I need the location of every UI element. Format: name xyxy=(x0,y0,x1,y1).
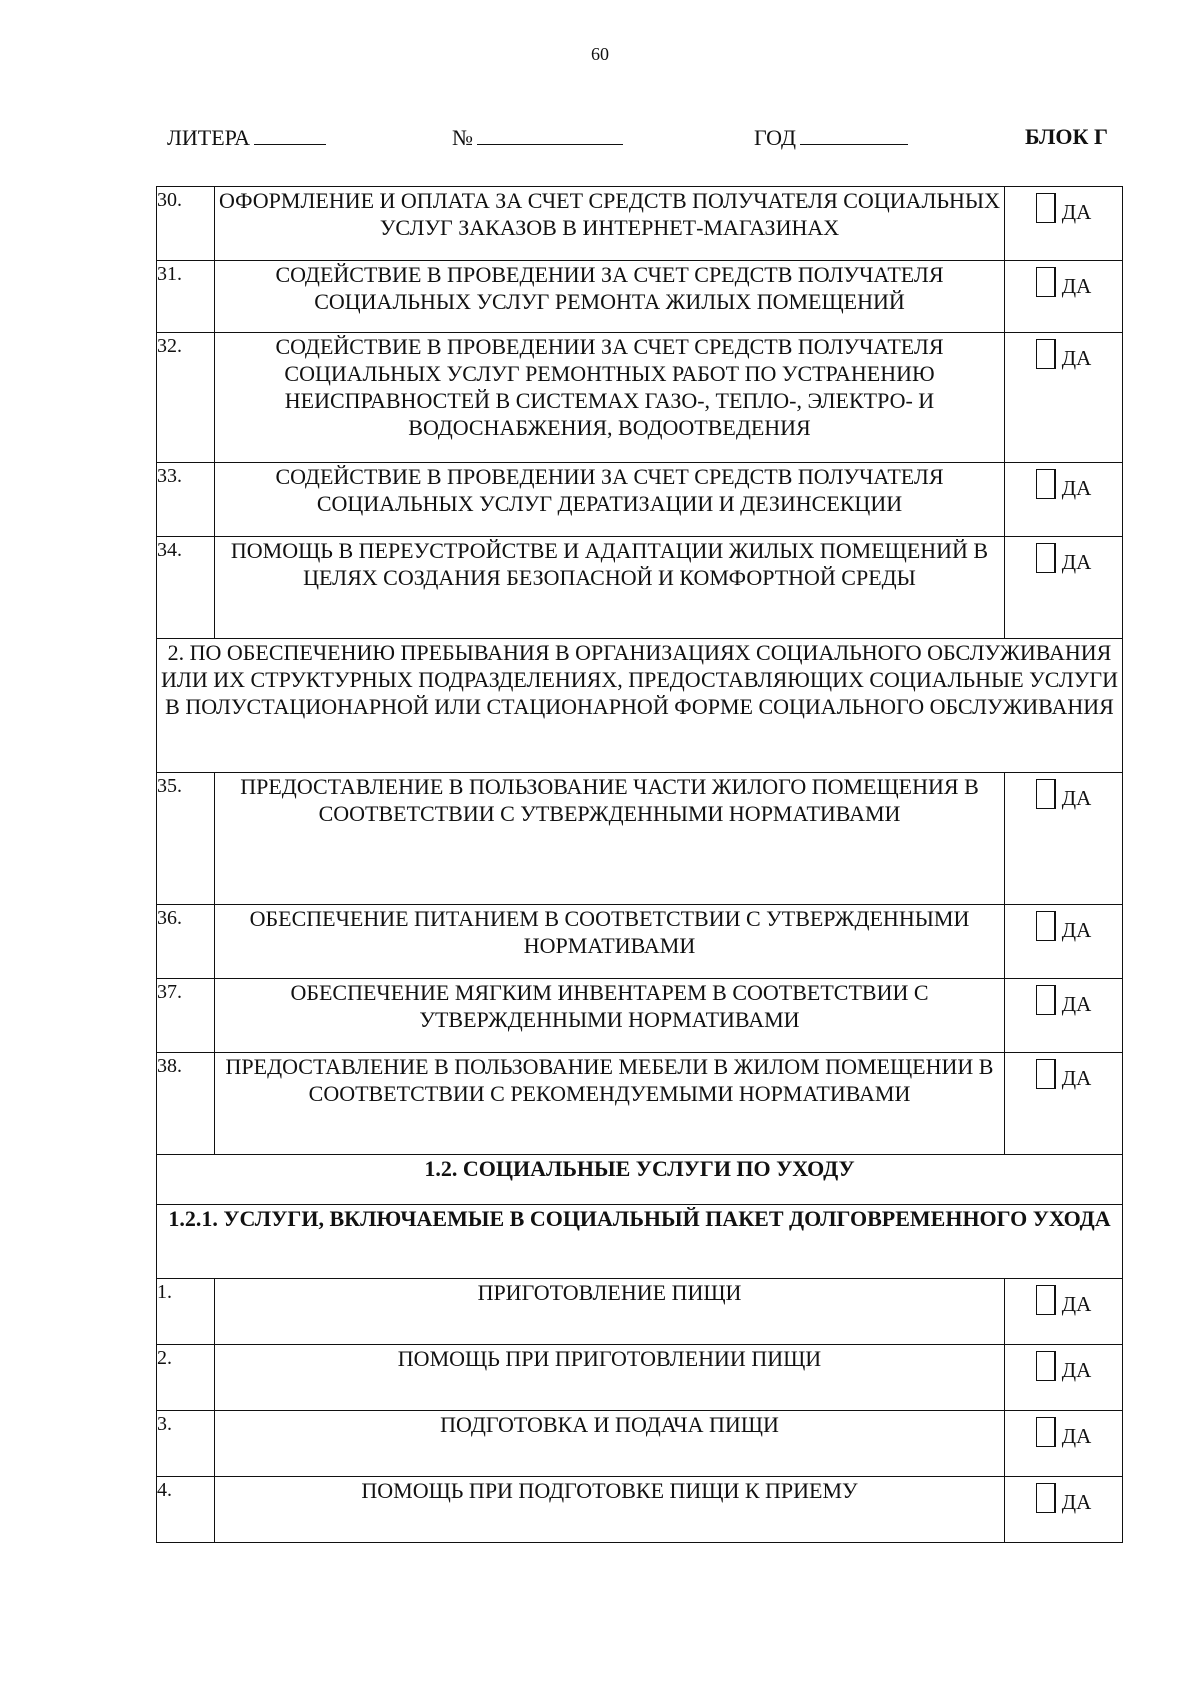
yes-label: ДА xyxy=(1061,1490,1092,1514)
row-number: 34. xyxy=(157,537,215,639)
yes-option xyxy=(1005,1345,1122,1381)
yes-label: ДА xyxy=(1061,992,1092,1016)
section-heading-row xyxy=(157,1205,1123,1279)
section-heading: 1.2.1. УСЛУГИ, ВКЛЮЧАЕМЫЕ В СОЦИАЛЬНЫЙ ПАКЕТ ДОЛГОВРЕМЕННОГО УХОДА xyxy=(157,1205,1123,1279)
yes-label: ДА xyxy=(1061,346,1092,370)
section-heading: 1.2. СОЦИАЛЬНЫЕ УСЛУГИ ПО УХОДУ xyxy=(157,1155,1123,1205)
row-number: 1. xyxy=(157,1279,215,1345)
service-description: ПОМОЩЬ ПРИ ПОДГОТОВКЕ ПИЩИ К ПРИЕМУ xyxy=(215,1477,1005,1543)
checkbox-cell xyxy=(1005,773,1123,905)
section-heading-row xyxy=(157,639,1123,773)
service-description: ПОМОЩЬ В ПЕРЕУСТРОЙСТВЕ И АДАПТАЦИИ ЖИЛЫХ ПОМЕЩЕНИЙ В ЦЕЛЯХ СОЗДАНИЯ БЕЗОПАСНОЙ И КОМФОРТНОЙ СРЕДЫ xyxy=(215,537,1005,639)
yes-checkbox[interactable] xyxy=(1036,911,1056,941)
year-blank[interactable] xyxy=(800,124,908,145)
yes-label: ДА xyxy=(1061,274,1092,298)
yes-label: ДА xyxy=(1061,1066,1092,1090)
year-field xyxy=(754,124,908,151)
yes-checkbox[interactable] xyxy=(1036,469,1056,499)
service-description: ПРЕДОСТАВЛЕНИЕ В ПОЛЬЗОВАНИЕ ЧАСТИ ЖИЛОГО ПОМЕЩЕНИЯ В СООТВЕТСТВИИ С УТВЕРЖДЕННЫМИ НОРМАТИВАМИ xyxy=(215,773,1005,905)
litera-field xyxy=(167,124,326,151)
row-number: 37. xyxy=(157,979,215,1053)
yes-checkbox[interactable] xyxy=(1036,985,1056,1015)
yes-option xyxy=(1005,1477,1122,1513)
service-description: ПРИГОТОВЛЕНИЕ ПИЩИ xyxy=(215,1279,1005,1345)
service-description: ПРЕДОСТАВЛЕНИЕ В ПОЛЬЗОВАНИЕ МЕБЕЛИ В ЖИЛОМ ПОМЕЩЕНИИ В СООТВЕТСТВИИ С РЕКОМЕНДУЕМЫМИ НОРМАТИВАМИ xyxy=(215,1053,1005,1155)
yes-checkbox[interactable] xyxy=(1036,543,1056,573)
checkbox-cell xyxy=(1005,261,1123,333)
yes-checkbox[interactable] xyxy=(1036,1483,1056,1513)
yes-checkbox[interactable] xyxy=(1036,1059,1056,1089)
section-heading-row xyxy=(157,1155,1123,1205)
yes-option xyxy=(1005,905,1122,941)
yes-checkbox[interactable] xyxy=(1036,1351,1056,1381)
service-row xyxy=(157,1411,1123,1477)
yes-option xyxy=(1005,1279,1122,1315)
row-number: 33. xyxy=(157,463,215,537)
yes-option xyxy=(1005,187,1122,223)
yes-option xyxy=(1005,261,1122,297)
yes-label: ДА xyxy=(1061,1292,1092,1316)
yes-checkbox[interactable] xyxy=(1036,1285,1056,1315)
number-field xyxy=(452,124,623,151)
service-row xyxy=(157,1345,1123,1411)
yes-label: ДА xyxy=(1061,550,1092,574)
service-row xyxy=(157,261,1123,333)
service-row xyxy=(157,905,1123,979)
service-description: ПОДГОТОВКА И ПОДАЧА ПИЩИ xyxy=(215,1411,1005,1477)
service-description: ПОМОЩЬ ПРИ ПРИГОТОВЛЕНИИ ПИЩИ xyxy=(215,1345,1005,1411)
form-header xyxy=(0,124,1200,154)
service-description: СОДЕЙСТВИЕ В ПРОВЕДЕНИИ ЗА СЧЕТ СРЕДСТВ ПОЛУЧАТЕЛЯ СОЦИАЛЬНЫХ УСЛУГ РЕМОНТА ЖИЛЫХ ПОМЕЩЕНИЙ xyxy=(215,261,1005,333)
service-description: ОБЕСПЕЧЕНИЕ ПИТАНИЕМ В СООТВЕТСТВИИ С УТВЕРЖДЕННЫМИ НОРМАТИВАМИ xyxy=(215,905,1005,979)
yes-label: ДА xyxy=(1061,200,1092,224)
service-description: ОФОРМЛЕНИЕ И ОПЛАТА ЗА СЧЕТ СРЕДСТВ ПОЛУЧАТЕЛЯ СОЦИАЛЬНЫХ УСЛУГ ЗАКАЗОВ В ИНТЕРНЕТ-МАГАЗИНАХ xyxy=(215,187,1005,261)
checkbox-cell xyxy=(1005,979,1123,1053)
service-description: СОДЕЙСТВИЕ В ПРОВЕДЕНИИ ЗА СЧЕТ СРЕДСТВ ПОЛУЧАТЕЛЯ СОЦИАЛЬНЫХ УСЛУГ ДЕРАТИЗАЦИИ И ДЕЗИНСЕКЦИИ xyxy=(215,463,1005,537)
checkbox-cell xyxy=(1005,537,1123,639)
yes-option xyxy=(1005,463,1122,499)
checkbox-cell xyxy=(1005,905,1123,979)
checkbox-cell xyxy=(1005,1279,1123,1345)
yes-label: ДА xyxy=(1061,918,1092,942)
row-number: 31. xyxy=(157,261,215,333)
service-row xyxy=(157,1053,1123,1155)
number-blank[interactable] xyxy=(477,124,623,145)
row-number: 3. xyxy=(157,1411,215,1477)
section-heading: 2. ПО ОБЕСПЕЧЕНИЮ ПРЕБЫВАНИЯ В ОРГАНИЗАЦИЯХ СОЦИАЛЬНОГО ОБСЛУЖИВАНИЯ ИЛИ ИХ СТРУКТУРНЫХ ПОДРАЗДЕЛЕНИЯХ, ПРЕДОСТАВЛЯЮЩИХ СОЦИАЛЬНЫЕ УСЛУГИ В ПОЛУСТАЦИОНАРНОЙ ИЛИ СТАЦИОНАРНОЙ ФОРМЕ СОЦИАЛЬНОГО ОБСЛУЖИВАНИЯ xyxy=(157,639,1123,773)
block-label: БЛОК Г xyxy=(1025,124,1108,149)
row-number: 38. xyxy=(157,1053,215,1155)
yes-option xyxy=(1005,537,1122,573)
checkbox-cell xyxy=(1005,1411,1123,1477)
checkbox-cell xyxy=(1005,187,1123,261)
service-row xyxy=(157,463,1123,537)
page-number: 60 xyxy=(591,44,609,64)
yes-checkbox[interactable] xyxy=(1036,267,1056,297)
service-row xyxy=(157,187,1123,261)
service-row xyxy=(157,773,1123,905)
checkbox-cell xyxy=(1005,1477,1123,1543)
checkbox-cell xyxy=(1005,1345,1123,1411)
checkbox-cell xyxy=(1005,463,1123,537)
yes-option xyxy=(1005,979,1122,1015)
service-description: СОДЕЙСТВИЕ В ПРОВЕДЕНИИ ЗА СЧЕТ СРЕДСТВ ПОЛУЧАТЕЛЯ СОЦИАЛЬНЫХ УСЛУГ РЕМОНТНЫХ РАБОТ ПО УСТРАНЕНИЮ НЕИСПРАВНОСТЕЙ В СИСТЕМАХ ГАЗО-, ТЕПЛО-, ЭЛЕКТРО- И ВОДОСНАБЖЕНИЯ, ВОДООТВЕДЕНИЯ xyxy=(215,333,1005,463)
row-number: 4. xyxy=(157,1477,215,1543)
row-number: 35. xyxy=(157,773,215,905)
row-number: 2. xyxy=(157,1345,215,1411)
yes-option xyxy=(1005,1053,1122,1089)
yes-label: ДА xyxy=(1061,476,1092,500)
number-label: № xyxy=(452,125,473,150)
service-row xyxy=(157,537,1123,639)
year-label: ГОД xyxy=(754,125,796,150)
yes-label: ДА xyxy=(1061,786,1092,810)
checkbox-cell xyxy=(1005,1053,1123,1155)
yes-label: ДА xyxy=(1061,1424,1092,1448)
row-number: 32. xyxy=(157,333,215,463)
service-row xyxy=(157,1279,1123,1345)
yes-option xyxy=(1005,333,1122,369)
yes-checkbox[interactable] xyxy=(1036,1417,1056,1447)
service-description: ОБЕСПЕЧЕНИЕ МЯГКИМ ИНВЕНТАРЕМ В СООТВЕТСТВИИ С УТВЕРЖДЕННЫМИ НОРМАТИВАМИ xyxy=(215,979,1005,1053)
yes-checkbox[interactable] xyxy=(1036,193,1056,223)
service-row xyxy=(157,979,1123,1053)
services-table xyxy=(156,186,1123,1543)
checkbox-cell xyxy=(1005,333,1123,463)
service-row xyxy=(157,1477,1123,1543)
yes-checkbox[interactable] xyxy=(1036,339,1056,369)
litera-blank[interactable] xyxy=(254,124,326,145)
yes-label: ДА xyxy=(1061,1358,1092,1382)
row-number: 30. xyxy=(157,187,215,261)
service-row xyxy=(157,333,1123,463)
litera-label: ЛИТЕРА xyxy=(167,125,250,150)
row-number: 36. xyxy=(157,905,215,979)
yes-option xyxy=(1005,1411,1122,1447)
yes-option xyxy=(1005,773,1122,809)
yes-checkbox[interactable] xyxy=(1036,779,1056,809)
